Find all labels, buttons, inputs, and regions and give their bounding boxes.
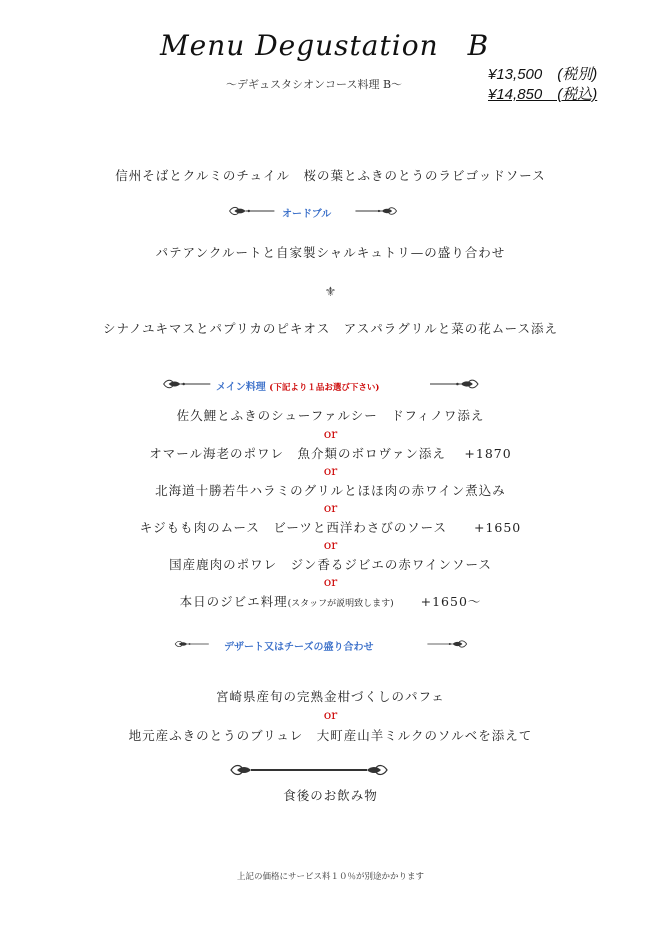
dessert-item: 宮崎県産旬の完熟金柑づくしのパフェ: [216, 689, 445, 704]
dessert-item: 地元産ふきのとうのブリュレ 大町産山羊ミルクのソルベを添えて: [128, 728, 533, 743]
flourish-left-icon: [228, 205, 276, 217]
price-including-tax: ¥14,850 (税込): [488, 86, 598, 103]
or-separator: or: [323, 537, 338, 552]
fish-course-item: シナノユキマスとパプリカのピキオス アスパラグリルと菜の花ムース添え: [102, 321, 558, 336]
main-item: 国産鹿肉のポワレ ジン香るジビエの赤ワインソース: [169, 557, 492, 572]
or-separator: or: [323, 426, 338, 441]
menu-title: Menu Degustation B: [160, 29, 490, 62]
fleur-de-lis-icon: ⚜: [324, 285, 337, 300]
hors-doeuvre-header: [228, 204, 398, 220]
main-item: オマール海老のポワレ 魚介類のボロヴァン添え +1870: [149, 446, 512, 461]
main-item-gibier-price: +1650～: [420, 594, 482, 609]
or-separator: or: [323, 707, 338, 722]
menu-subtitle: ～デギュスタシオンコース料理 B～: [226, 78, 403, 91]
main-course-header: [162, 377, 480, 393]
flourish-left-icon: [174, 638, 210, 650]
main-course-label: メイン料理 (下記より１品お選び下さい): [216, 382, 380, 393]
after-meal-drink: 食後のお飲み物: [283, 788, 378, 803]
main-item-gibier-note: (スタッフが説明致します): [287, 599, 394, 609]
main-item: キジもも肉のムース ビーツと西洋わさびのソース +1650: [139, 520, 522, 535]
main-item: 北海道十勝若牛ハラミのグリルとほほ肉の赤ワイン煮込み: [155, 483, 506, 498]
flourish-right-icon: [426, 638, 468, 650]
flourish-left-icon: [162, 378, 212, 390]
price-excluding-tax: ¥13,500 (税別): [488, 66, 598, 83]
hors-doeuvre-label: オードブル: [282, 209, 332, 220]
hors-doeuvre-item: パテアンクルートと自家製シャルキュトリ—の盛り合わせ: [155, 245, 506, 260]
divider-flourish-icon: [229, 762, 389, 778]
flourish-right-icon: [428, 378, 480, 390]
amuse-item: 信州そばとクルミのチュイル 桜の葉とふきのとうのラビゴッドソース: [115, 168, 546, 183]
main-item-gibier: 本日のジビエ料理(スタッフが説明致します) +1650～: [179, 594, 482, 609]
flourish-right-icon: [354, 205, 398, 217]
or-separator: or: [323, 500, 338, 515]
dessert-label: デザート又はチーズの盛り合わせ: [224, 642, 374, 653]
main-item: 佐久鯉とふきのシューファルシー ドフィノワ添え: [176, 408, 485, 423]
dessert-header: [174, 637, 468, 653]
service-charge-note: 上記の価格にサービス料１０％が別途かかります: [236, 872, 424, 882]
main-course-note: (下記より１品お選び下さい): [269, 383, 380, 393]
or-separator: or: [323, 574, 338, 589]
or-separator: or: [323, 463, 338, 478]
